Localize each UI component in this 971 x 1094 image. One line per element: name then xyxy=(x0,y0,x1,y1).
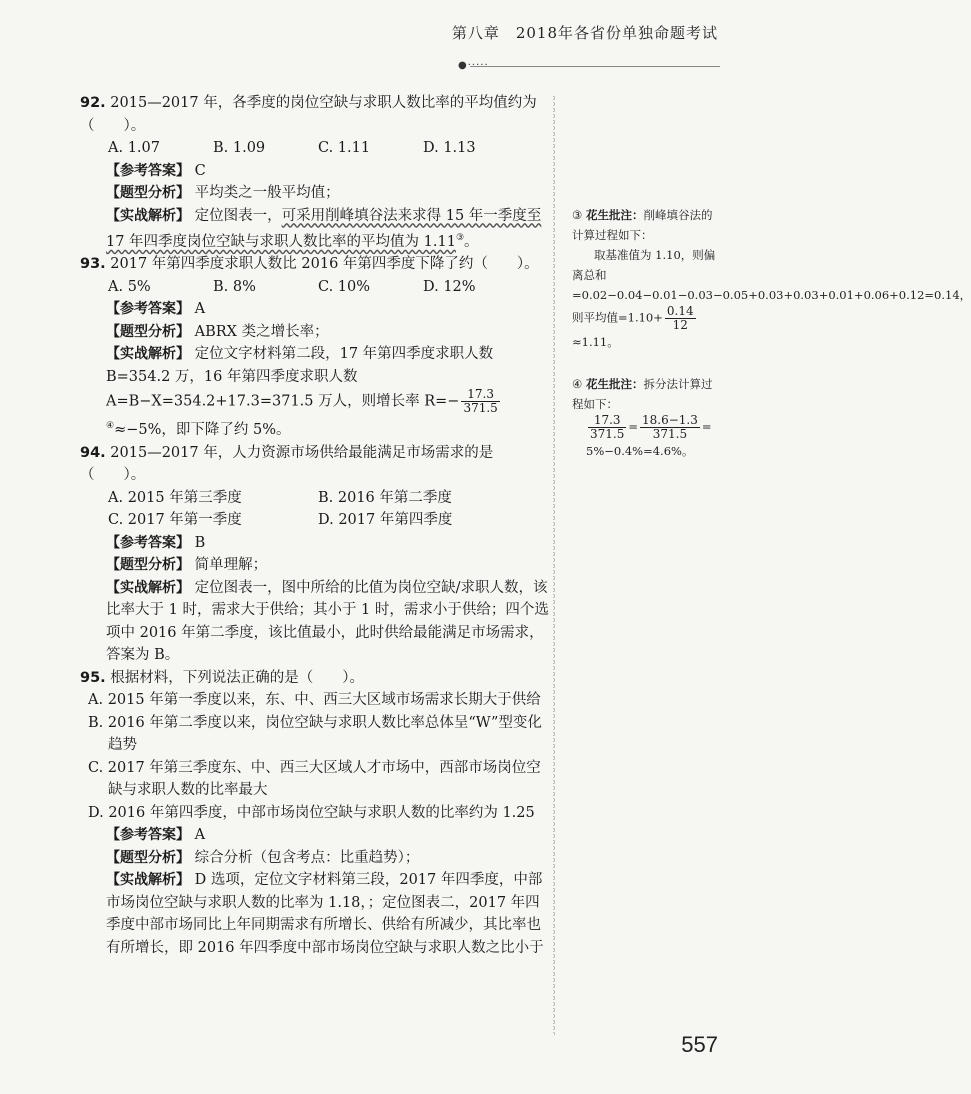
question-92-stem xyxy=(80,92,550,137)
option-a: A. 2015 年第一季度以来，东、中、西三大区域市场需求长期大于供给 xyxy=(88,692,541,709)
note-title: 花生批注： xyxy=(585,377,644,391)
question-95-type xyxy=(80,847,550,870)
note-marker: ④ xyxy=(572,377,583,391)
type-value: 简单理解； xyxy=(194,557,268,574)
solution-text: 定位文字材料第二段，17 年第四季度求职人数 B=354.2 万，16 年第四季度求职人数 A=B−X=354.2+17.3=371.5 万人，则增长率 R=− xyxy=(106,346,494,410)
solution-text: 定位图表一，图中所给的比值为岗位空缺/求职人数，该比率大于 1 时，需求大于供给；其小于 1 时，需求小于供给；四个选项中 2016 年第二季度，该比值最小，此时供给最能满足市场需求，答案为 B。 xyxy=(106,579,549,664)
option-c: C. 2017 年第一季度 xyxy=(108,512,242,529)
option-b: B. 2016 年第二季度 xyxy=(318,489,452,506)
chapter-header: 第八章 2018年各省份单独命题考试 xyxy=(451,24,718,42)
margin-notes xyxy=(572,205,971,461)
option-a: A. 1.07 xyxy=(108,140,160,156)
fraction-numerator: 17.3 xyxy=(461,388,499,402)
fraction-numerator: 17.3 xyxy=(588,414,626,428)
main-column xyxy=(80,92,550,959)
note-4-body xyxy=(572,414,722,461)
solution-label: 【实战解析】 xyxy=(106,579,190,596)
footnote-ref: ③ xyxy=(455,233,465,243)
solution-label: 【实战解析】 xyxy=(106,346,190,363)
option-a: A. 2015 年第三季度 xyxy=(108,489,242,506)
option-d: D. 2017 年第四季度 xyxy=(318,512,453,529)
fraction-denominator: 12 xyxy=(672,318,688,332)
question-92-answer xyxy=(80,160,550,183)
question-text: 根据材料，下列说法正确的是（ ）。 xyxy=(110,669,365,686)
type-label: 【题型分析】 xyxy=(106,849,190,866)
fraction xyxy=(588,414,626,441)
question-95-stem xyxy=(80,667,550,690)
question-number: 95. xyxy=(80,669,106,686)
answer-label: 【参考答案】 xyxy=(106,827,190,844)
note-end: = 5%−0.4%=4.6%。 xyxy=(586,419,712,458)
answer-label: 【参考答案】 xyxy=(106,301,190,318)
fraction-denominator: 371.5 xyxy=(652,427,688,441)
note-title: 花生批注： xyxy=(585,208,644,222)
type-label: 【题型分析】 xyxy=(106,557,190,574)
note-body: 取基准值为 1.10，则偏离总和=0.02−0.04−0.01−0.03−0.05+0.03+0.03+0.01+0.06+0.12=0.14，则平均值=1.10+ xyxy=(572,248,971,325)
type-value: 平均类之一般平均值； xyxy=(194,185,340,201)
fraction-numerator: 0.14 xyxy=(666,304,694,318)
answer-value: B xyxy=(194,534,206,551)
footnote-ref: ④ xyxy=(106,421,115,432)
option-b: B. 1.09 xyxy=(213,140,266,156)
question-95-answer xyxy=(80,824,550,847)
question-number: 94. xyxy=(80,444,106,461)
question-95-solution xyxy=(80,869,550,959)
note-3-body xyxy=(572,245,971,352)
fraction xyxy=(461,388,499,415)
question-94-options-row2 xyxy=(80,509,550,532)
note-3-heading xyxy=(572,205,722,245)
question-number: 92. xyxy=(80,95,106,111)
option-b: B. 8% xyxy=(213,278,256,295)
question-number: 93. xyxy=(80,256,106,273)
question-94-type xyxy=(80,554,550,577)
note-text: 削峰填谷法的计算过程如下： xyxy=(572,208,713,242)
solution-underlined: 可采用削峰填谷法来求得 15 年一季度至 17 年四季度岗位空缺与求职人数比率的平均值为 1.11 xyxy=(106,207,542,250)
note-4-heading xyxy=(572,374,722,414)
option-d: D. 1.13 xyxy=(423,140,476,156)
option-c: C. 2017 年第三季度东、中、西三大区域人才市场中，西部市场岗位空缺与求职人数的比率最大 xyxy=(88,759,541,799)
fraction-denominator: 371.5 xyxy=(463,401,498,416)
equals-sign: = xyxy=(628,419,638,434)
question-text: 2015—2017 年，人力资源市场供给最能满足市场需求的是（ ）。 xyxy=(80,444,494,484)
note-marker: ③ xyxy=(572,208,583,222)
margin-wavy-line xyxy=(553,95,557,1035)
question-92-type xyxy=(80,182,550,205)
fraction-numerator: 18.6−1.3 xyxy=(642,413,698,427)
question-94-answer xyxy=(80,532,550,555)
page-number: 557 xyxy=(681,1032,718,1057)
question-93-type xyxy=(80,321,550,344)
option-c: C. 10% xyxy=(318,278,371,295)
fraction xyxy=(640,414,700,441)
header-dot-decoration: ●····· xyxy=(458,60,489,71)
solution-label: 【实战解析】 xyxy=(106,872,190,889)
question-93-solution xyxy=(80,343,550,441)
question-93-stem xyxy=(80,253,550,276)
fraction xyxy=(665,305,696,332)
type-label: 【题型分析】 xyxy=(106,185,190,201)
note-end: ≈1.11。 xyxy=(572,335,619,349)
solution-text: D 选项，定位文字材料第三段，2017 年四季度，中部市场岗位空缺与求职人数的比率为 1.18，；定位图表二，2017 年四季度中部市场同比上年同期需求有所增长、供给有所减少，其比率也有所增长，即 2016 年四季度中部市场岗位空缺与求职人数之比小于 xyxy=(106,872,544,956)
question-93-options xyxy=(80,276,550,299)
question-92-solution xyxy=(80,205,550,254)
option-c: C. 1.11 xyxy=(318,140,371,156)
type-value: ABRX 类之增长率； xyxy=(194,323,329,340)
question-text: 2015—2017 年，各季度的岗位空缺与求职人数比率的平均值约为（ ）。 xyxy=(80,95,537,134)
note-text: 拆分法计算过程如下： xyxy=(572,377,713,411)
question-94-options-row1 xyxy=(80,487,550,510)
answer-value: A xyxy=(194,827,206,844)
question-93-answer xyxy=(80,298,550,321)
header-rule xyxy=(470,66,720,67)
option-a: A. 5% xyxy=(108,278,151,295)
answer-label: 【参考答案】 xyxy=(106,534,190,551)
fraction-denominator: 371.5 xyxy=(590,427,625,441)
option-b: B. 2016 年第二季度以来，岗位空缺与求职人数比率总体呈“W”型变化趋势 xyxy=(88,714,542,754)
question-text: 2017 年第四季度求职人数比 2016 年第四季度下降了约（ ）。 xyxy=(110,256,539,273)
question-94-stem xyxy=(80,442,550,487)
solution-text: 定位图表一， xyxy=(194,207,282,224)
question-94-solution xyxy=(80,577,550,667)
option-d: D. 12% xyxy=(423,278,476,295)
answer-value: C xyxy=(194,162,206,179)
type-value: 综合分析（包含考点：比重趋势）； xyxy=(194,849,420,866)
answer-value: A xyxy=(194,301,206,318)
type-label: 【题型分析】 xyxy=(106,323,190,340)
solution-end: ≈−5%，即下降了约 5%。 xyxy=(114,422,291,439)
question-92-options xyxy=(80,137,550,160)
solution-label: 【实战解析】 xyxy=(106,207,190,224)
option-d: D. 2016 年第四季度，中部市场岗位空缺与求职人数的比率约为 1.25 xyxy=(88,804,535,821)
solution-end: 。 xyxy=(464,233,479,250)
answer-label: 【参考答案】 xyxy=(106,162,190,179)
